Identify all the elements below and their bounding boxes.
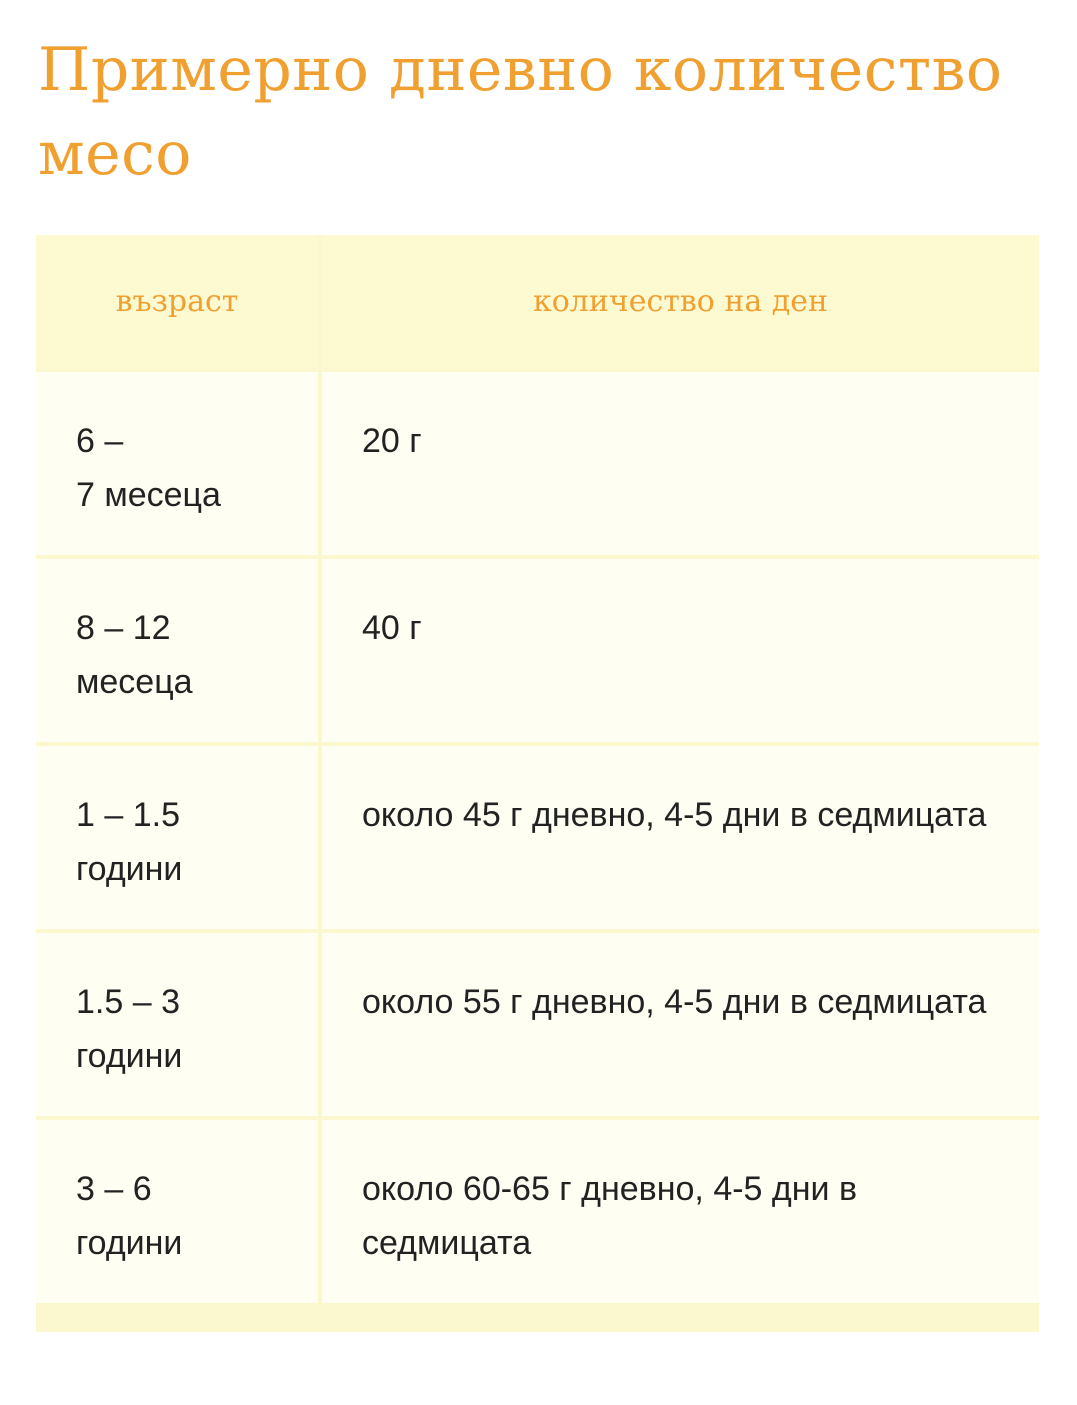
amount-text: 40 г <box>362 609 422 647</box>
age-text: 1.5 – 3 години <box>76 983 183 1075</box>
table-row <box>36 559 1039 742</box>
age-cell <box>36 1120 318 1303</box>
age-text: 3 – 6 години <box>76 1170 183 1262</box>
amount-text: около 60-65 г дневно, 4-5 дни в седмицата <box>362 1170 858 1262</box>
amount-text: около 45 г дневно, 4-5 дни в седмицата <box>362 796 987 834</box>
amount-text: 20 г <box>362 422 422 460</box>
table-row <box>36 1120 1039 1303</box>
age-text: 8 – 12 месеца <box>76 609 193 701</box>
amount-table <box>32 231 1043 1307</box>
header-amount: количество на ден <box>322 235 1039 368</box>
amount-cell <box>322 372 1039 555</box>
table-row <box>36 933 1039 1116</box>
table-row <box>36 746 1039 929</box>
amount-cell <box>322 1120 1039 1303</box>
meat-amount-table <box>36 235 1039 1332</box>
age-cell <box>36 372 318 555</box>
header-age: възраст <box>36 235 318 368</box>
age-text: 6 – 7 месеца <box>76 422 221 514</box>
age-cell <box>36 746 318 929</box>
page-title <box>38 28 1038 196</box>
age-cell <box>36 933 318 1116</box>
amount-cell <box>322 933 1039 1116</box>
age-text: 1 – 1.5 години <box>76 796 183 888</box>
amount-cell <box>322 746 1039 929</box>
page-title-text: Примерно дневно количество месо <box>38 35 1003 189</box>
amount-text: около 55 г дневно, 4-5 дни в седмицата <box>362 983 987 1021</box>
age-cell <box>36 559 318 742</box>
table-row <box>36 372 1039 555</box>
table-header-row <box>36 235 1039 368</box>
amount-cell <box>322 559 1039 742</box>
